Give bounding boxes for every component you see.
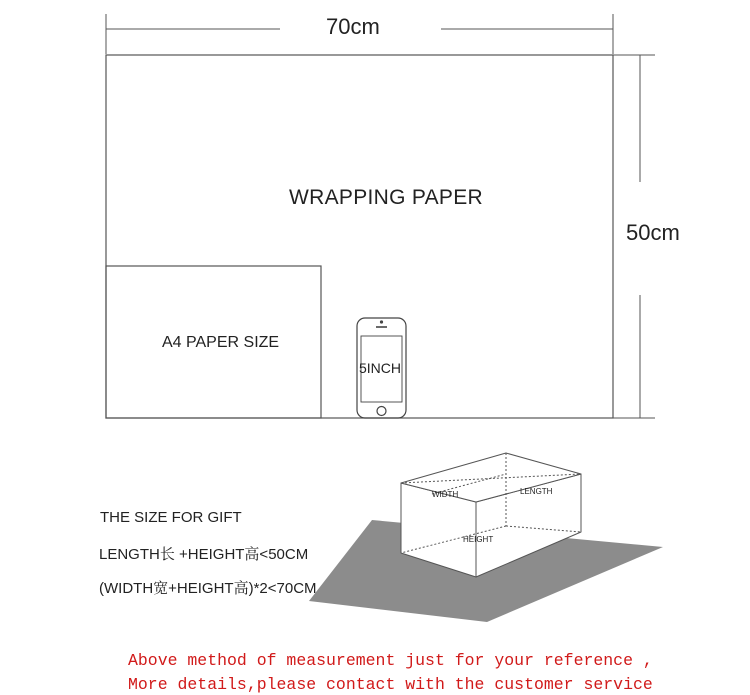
box-width-label: WIDTH bbox=[432, 490, 459, 499]
height-dimension-label: 50cm bbox=[626, 220, 680, 245]
gift-rule-length: LENGTH长 +HEIGHT高<50CM bbox=[99, 546, 309, 563]
box-length-label: LENGTH bbox=[520, 487, 553, 496]
a4-paper-label: A4 PAPER SIZE bbox=[162, 334, 280, 351]
wrapping-paper-title: WRAPPING PAPER bbox=[289, 186, 484, 209]
note-line-2: More details,please contact with the customer service bbox=[128, 675, 653, 694]
width-dimension-label: 70cm bbox=[326, 14, 380, 39]
gift-rule-width: (WIDTH宽+HEIGHT高)*2<70CM bbox=[99, 580, 317, 597]
box-height-label: HEIGHT bbox=[463, 535, 494, 544]
phone-size-label: 5INCH bbox=[359, 360, 402, 376]
note-line-1: Above method of measurement just for your reference , bbox=[128, 651, 653, 670]
gift-size-title: THE SIZE FOR GIFT bbox=[100, 509, 242, 526]
